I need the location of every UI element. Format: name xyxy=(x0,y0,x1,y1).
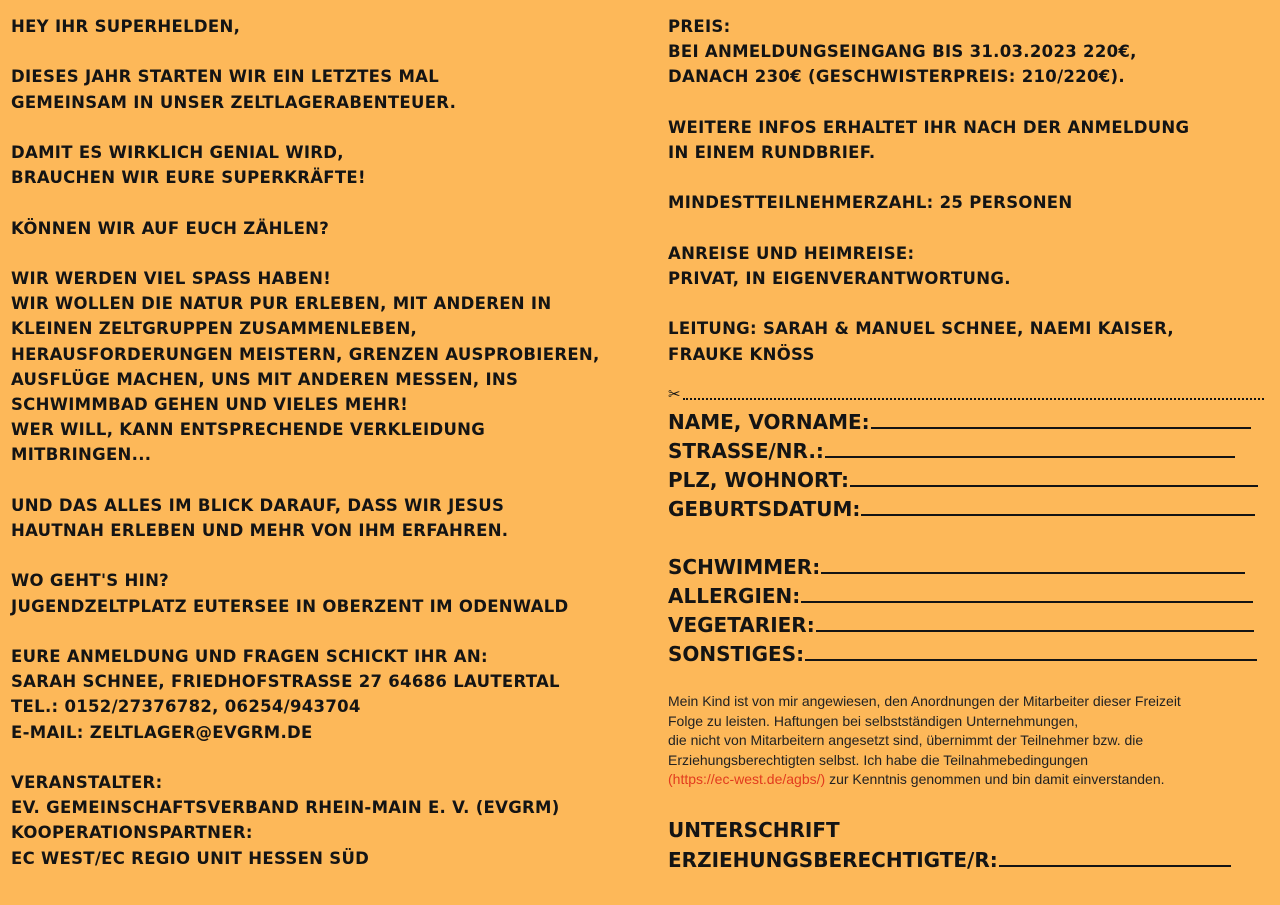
activities-line: WIR WERDEN VIEL SPASS HABEN! xyxy=(11,268,332,288)
location-line: WO GEHT'S HIN? xyxy=(11,571,170,591)
leaders-line: LEITUNG: SARAH & MANUEL SCHNEE, NAEMI KAISER, xyxy=(668,319,1174,339)
field-label: GEBURTSDATUM: xyxy=(668,497,861,521)
fill-line[interactable] xyxy=(999,850,1231,867)
activities-line: WER WILL, KANN ENTSPRECHENDE VERKLEIDUNG xyxy=(11,420,486,440)
contact-phone: TEL.: 0152/27376782, 06254/943704 xyxy=(11,697,361,717)
cut-line xyxy=(668,384,1264,404)
legal-line: die nicht von Mitarbeitern angesetzt sind, übernimmt der Teilnehmer bzw. die xyxy=(668,732,1144,748)
legal-line xyxy=(668,770,1273,790)
legal-line: Mein Kind ist von mir angewiesen, den Anordnungen der Mitarbeiter dieser Freizeit xyxy=(668,693,1181,709)
faith-line: HAUTNAH ERLEBEN UND MEHR VON IHM ERFAHREN. xyxy=(11,520,509,540)
organizer-line: EC WEST/EC REGIO UNIT HESSEN SÜD xyxy=(11,848,370,868)
legal-notice xyxy=(668,692,1273,790)
contact-email: E-MAIL: ZELTLAGER@EVGRM.DE xyxy=(11,722,313,742)
legal-line: Erziehungsberechtigten selbst. Ich habe die Teilnahmebedingungen xyxy=(668,751,1089,768)
activities-line: SCHWIMMBAD GEHEN UND VIELES MEHR! xyxy=(11,394,409,414)
fill-line[interactable] xyxy=(861,499,1255,516)
activities-line: WIR WOLLEN DIE NATUR PUR ERLEBEN, MIT ANDEREN IN xyxy=(11,294,552,314)
signature-field[interactable] xyxy=(668,845,1268,875)
field-label: SCHWIMMER: xyxy=(668,555,821,579)
fill-line[interactable] xyxy=(821,557,1245,574)
intro-line: DIESES JAHR STARTEN WIR EIN LETZTES MAL xyxy=(11,67,440,87)
activities-line: MITBRINGEN... xyxy=(11,445,152,465)
intro-line: GEMEINSAM IN UNSER ZELTLAGERABENTEUER. xyxy=(11,92,457,112)
price-line: DANACH 230€ (GESCHWISTERPREIS: 210/220€). xyxy=(668,67,1125,87)
signature-guardian-label: ERZIEHUNGSBERECHTIGTE/R: xyxy=(668,848,998,872)
activities-line: KLEINEN ZELTGRUPPEN ZUSAMMENLEBEN, xyxy=(11,319,418,339)
left-column xyxy=(11,14,631,871)
greeting: HEY IHR SUPERHELDEN, xyxy=(11,17,241,36)
faith-line: UND DAS ALLES IM BLICK DARAUF, DASS WIR JESUS xyxy=(11,495,505,515)
info-line: WEITERE INFOS ERHALTET IHR NACH DER ANMELDUNG xyxy=(668,117,1190,137)
form-field-birthdate[interactable] xyxy=(668,497,1258,526)
form-field-city[interactable] xyxy=(668,468,1258,497)
fill-line[interactable] xyxy=(850,470,1258,487)
fill-line[interactable] xyxy=(816,615,1254,632)
scissors-icon: ✂ xyxy=(668,385,681,403)
fill-line[interactable] xyxy=(871,412,1251,429)
registration-form xyxy=(668,410,1268,671)
price-line: BEI ANMELDUNGSEINGANG BIS 31.03.2023 220€, xyxy=(668,42,1137,62)
travel-line: ANREISE UND HEIMREISE: xyxy=(668,243,915,263)
right-column xyxy=(668,14,1268,367)
legal-line: Folge zu leisten. Haftungen bei selbstständigen Unternehmungen, xyxy=(668,712,1079,729)
legal-line-rest: zur Kenntnis genommen und bin damit einverstanden. xyxy=(825,771,1165,787)
activities-line: AUSFLÜGE MACHEN, UNS MIT ANDEREN MESSEN, INS xyxy=(11,369,519,389)
field-label: VEGETARIER: xyxy=(668,613,815,637)
fill-line[interactable] xyxy=(801,586,1253,603)
form-field-swimmer[interactable] xyxy=(668,555,1258,584)
field-label: ALLERGIEN: xyxy=(668,584,801,608)
field-label: SONSTIGES: xyxy=(668,642,805,666)
form-field-other[interactable] xyxy=(668,642,1258,671)
leaders-line: FRAUKE KNÖSS xyxy=(668,344,815,364)
fill-line[interactable] xyxy=(825,441,1235,458)
organizer-line: VERANSTALTER: xyxy=(11,772,163,792)
dotted-divider xyxy=(683,388,1264,400)
contact-line: EURE ANMELDUNG UND FRAGEN SCHICKT IHR AN: xyxy=(11,646,488,666)
form-field-street[interactable] xyxy=(668,439,1258,468)
field-label: PLZ, WOHNORT: xyxy=(668,468,850,492)
organizer-line: EV. GEMEINSCHAFTSVERBAND RHEIN-MAIN E. V. (EVGRM) xyxy=(11,798,560,818)
fill-line[interactable] xyxy=(805,644,1257,661)
location-line: JUGENDZELTPLATZ EUTERSEE IN OBERZENT IM ODENWALD xyxy=(11,596,569,616)
field-label: STRASSE/NR.: xyxy=(668,439,824,463)
organizer-line: KOOPERATIONSPARTNER: xyxy=(11,823,253,843)
signature-block xyxy=(668,815,1268,875)
signature-label: UNTERSCHRIFT xyxy=(668,818,840,842)
activities-line: HERAUSFORDERUNGEN MEISTERN, GRENZEN AUSPROBIEREN, xyxy=(11,344,600,364)
form-field-vegetarian[interactable] xyxy=(668,613,1258,642)
min-participants: MINDESTTEILNEHMERZAHL: 25 PERSONEN xyxy=(668,193,1073,213)
superpower-line: BRAUCHEN WIR EURE SUPERKRÄFTE! xyxy=(11,168,366,188)
question-line: KÖNNEN WIR AUF EUCH ZÄHLEN? xyxy=(11,218,330,238)
contact-line: SARAH SCHNEE, FRIEDHOFSTRASSE 27 64686 LAUTERTAL xyxy=(11,672,560,692)
terms-link[interactable]: (https://ec-west.de/agbs/) xyxy=(668,771,826,787)
price-line: PREIS: xyxy=(668,17,731,36)
field-label: NAME, VORNAME: xyxy=(668,410,870,434)
form-field-name[interactable] xyxy=(668,410,1258,439)
info-line: IN EINEM RUNDBRIEF. xyxy=(668,143,876,162)
form-field-allergies[interactable] xyxy=(668,584,1258,613)
superpower-line: DAMIT ES WIRKLICH GENIAL WIRD, xyxy=(11,142,344,162)
travel-line: PRIVAT, IN EIGENVERANTWORTUNG. xyxy=(668,268,1011,288)
